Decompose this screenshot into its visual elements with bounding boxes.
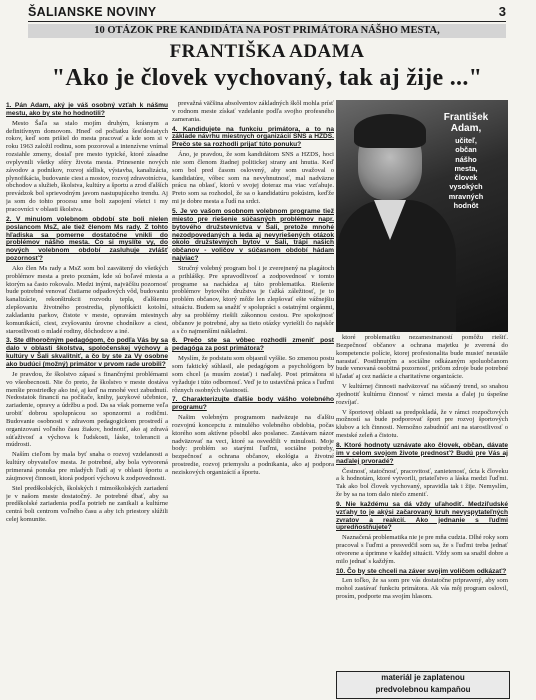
interview-question: 10. Čo by ste chceli na záver svojim voličom odkázať?	[336, 567, 507, 575]
paid-campaign-line-1: materiál je zaplatenou	[381, 673, 465, 682]
interview-answer: Je pravdou, že školstvo zápasí s finančnými problémami vo všeobecnosti. Nie čo preto, že školstvo v meste dostáva menšie prostriedky ako iné, aj keď na mnohé veci zabudnutí. Nedostatok financií na počítače, knihy, jazykové učebnice, zariadenie, opravy a údržbu a pod. Da sa však pomerne veľa urobiť dobrou spoluprácou so sponzormi a rodičmi. Budovanie osobnosti v zdravom pedagogickom prostredí a organizovaní voľného času žiakov, hodnotiť, ako aj zdravá súťaživosť a výchova k ľudskosti, láske, tolerancii a múdrosti.	[6, 370, 168, 449]
interview-question: 9. Nie každému sa dá vždy uľahodiť. Medziľudské vzťahy to je akýsi začarovaný kruh nevyspytateľných zvratov a reakcií. Ako jednanie s ľuďmi upredňostňujete?	[336, 500, 508, 532]
interview-answer: Stručný volebný program bol i je zverejnený na plagátoch a prihlášky. Pre spravodlivosť a zodpovednosť v tomto programe sa nachádza aj táto problematika. Riešenie problémov bytového družstva je ťažká záležitosť, je to problém občanov, ktorý môže len zlepšovať ešte vážnejšiu situáciu. Budem sa snažiť v spolupráci s ostatnými orgánmi, aby sa problémy riešili zákonnou cestou. Pre spokojnosť občanov je potrebné, aby sa tieto otázky vyriešili čo najskôr a s čo najmenšími nákladmi.	[172, 264, 334, 335]
interview-answer: Ako člen Ms rady a MsZ som bol zasvätený do všetkých problémov mesta a preto poznám, kde sú boľavé miesta a ktorým sa často rokovalo. Medzi inými, najväčšiu pozornosť bude potrebné venovať čistiarne odpadových vôd, budovaniu kanalizácie, rekonštrukcii rozvodu tepla, ďalšiemu zlepšovaniu životného prostredia, plynofikácii kotolní, zakladaniu parkov, čistote v meste, opravám miestnych komunikácií, ciest, zvyšovaniu úrovne chodníkov a ciest, starostlivosti o mladé rodiny, dôchodcov a iné.	[6, 264, 168, 335]
interview-answer: Myslím, že podstatu som objasnil vyššie. So zmenou postu som faktický súhlasil, ale pedagógom a psychológom by som chcel (a musím zostať) i naďalej. Post primátora si vyžaduje i túto odbornosť. Veď je to ustavičná práca s ľuďmi rôznych osobných vlastností.	[172, 355, 334, 394]
interview-question: 4. Kandidujete na funkciu primátora, a to na základe návrhu miestnych organizácií SNS a HZDS. Prečo ste sa rozhodli prijať túto ponuku?	[172, 125, 334, 149]
interview-answer: V športovej oblasti sa predpokladá, že v rámci rozpočtových možností sa bude podporovať šport pre rozvoj športových klubov a ich činnosti. Nemožno zabudnúť ani na starostlivosť o mestské zeleň a čistotu.	[336, 408, 508, 440]
caption-line: mravných	[448, 191, 484, 201]
interview-answer: Naším cieľom by mala byť snaha o rozvoj vzdelanosti a kultúry obyvateľov mesta. Je potrebné, aby bola vytvorená primeraná ponuka pre mladých ľudí aj v oblasti športu a záujmovej činnosti, ktorá podporí výchovu k zodpovednosti.	[6, 451, 168, 482]
caption-line: hodnôt	[453, 201, 479, 211]
caption-line: občan	[455, 145, 477, 155]
interview-answer: Len toľko, že sa som pre vás dostatočne pripravený, aby som mohol zastávať funkciu primátora. Ak vás môj program oslovil, prosím, podporte ma svojím hlasom.	[336, 577, 508, 601]
candidate-photo	[336, 100, 508, 332]
photo-figure-hair	[354, 114, 426, 148]
interview-answer: Naznačená problematika nie je pre mňa cudzia. Dlhé roky som pracoval s ľuďmi a presvedčil som sa, že s ľuďmi treba jednať otvorene a úprimne v každej situácii. Vždy som sa snažil dobre a milo jednať s každým.	[336, 534, 508, 565]
article-headline: "Ako je človek vychovaný, tak aj žije ..."	[51, 65, 483, 91]
interview-answer: Čestnosť, statočnosť, pracovitosť, zanietenosť, úcta k človeku a k hodnotám, ktoré vytvorili, priateľstvo a láska medzi ľuďmi. Tak ako bol človek vychovaný, spravidla tak i žije. Nemyslím, že by sa na tom dalo niečo zmeniť.	[336, 467, 508, 499]
article-column-2	[172, 100, 334, 696]
interview-answer: Našim volebným programom nadväzuje na ďalšiu rozvojnú koncepciu z minulého volebného obdobia, počas ktorého som aktívne pôsobil ako poslanec. Zastávam názor nadväzovať na veci, ktoré sa osvedčili v minulosti. Moje body: problém so starými ľuďmi, sociálne potreby, bezpečnosť a ochrana občanov, ekológia a životné prostredie, rozvoj priemyslu a podnikania, ako aj podpora neziskových organizácií a športu.	[172, 414, 334, 476]
caption-line: vysokých	[449, 182, 483, 192]
interview-answer: Áno, je pravdou, že som kandidátom SNS a HZDS, hoci nie som členom žiadnej politickej strany ani hnutia. Keď som bol pred časom oslovený, aby som uvažoval o kandidatúre, vôbec som na nevyhnutnosť, mal nadväzne prácu na oblasť, ktorú v svojej doteraz ma viac vzťahuje. Preto som sa rozhodol, že sa o kandidatúru pokúsim, keďže mi je dobre mesta a ľudí na srdci.	[172, 151, 334, 206]
page-header	[28, 5, 506, 22]
interview-question: 7. Charakterizujte ďalšie body vášho volebného programu?	[172, 396, 334, 412]
paid-campaign-notice	[336, 671, 510, 699]
interview-question: 3. Ste dlhoročným pedagógom, čo podľa Vás by sa dalo v oblasti školstva, spoločenskej výchovy a kultúry v Šali skvalitniť, a čo by ste za Vy osobne ako budúci (možný) primátor v prvom rade urobili?	[6, 337, 168, 368]
article-column-1	[6, 100, 168, 696]
page-number: 3	[498, 4, 506, 19]
interview-answer: V kultúrnej činnosti nadväzovať na súčasný trend, so snahou zjednotiť kultúrnu činnosť v rámci mesta a ďalej ju úspešne rozvíjať.	[336, 383, 508, 406]
paid-campaign-line-2: predvolebnou kampaňou	[375, 685, 471, 694]
caption-name: František Adam,	[443, 112, 489, 134]
caption-description	[428, 136, 504, 210]
interview-answer: prevažná väčšina absolventov základných škôl mohla prísť v rodnom meste získať vzdelanie podľa svojho profesného zamerania.	[172, 100, 334, 123]
newspaper-name: ŠALIANSKE NOVINY	[28, 5, 157, 19]
interview-answer: Mesto Šaľa sa stalo mojím druhým, krásnym a definitívnym domovom. Hneď od počiatku šesťdesiatych rokov, keď som prišiel do mesta pracovať a kde som si v roku 1963 založil rodinu, som pozoroval a intenzívne vnímal rozsiahle zmeny, dosiaľ pre mesto typické, ktoré zásadne ovplyvnili všetky sféry života mesta. Prinesenie nových závodov a podnikov, rozvoj sídlisk, výstavba, kanalizácia, plynofikácia, budovanie ciest a mostov, rozvoj zdravotníctva, obchodov a služieb, školstva, kultúry a športu a zrod ďalších prevádzok bol sprievodným javom nastupujúceho trendu. Aj ja som do tohto procesu sme boli zapojení všetci i my pracovníci v oblasti školstva.	[6, 119, 168, 213]
caption-line: učiteľ,	[455, 136, 477, 145]
interview-question: 2. V minulom volebnom období ste boli nielen poslancom MsZ, ale tiež členom Ms rady. Z tohto hľadiska sa pomerne dostatočne vnikli do problémov nášho mesta. Čo si myslíte vy, do nových volebnom období zasluhuje zvlášť pozornosť?	[6, 215, 168, 263]
article-kicker: 10 OTÁZOK PRE KANDIDÁTA NA POST PRIMÁTORA NÁŠHO MESTA,	[28, 24, 506, 38]
photo-caption	[428, 112, 504, 210]
interview-question: 1. Pán Adam, aký je váš osobný vzťah k nášmu mestu, ako by ste ho hodnotili?	[6, 102, 168, 117]
caption-line: nášho	[455, 154, 477, 164]
candidate-name: FRANTIŠKA ADAMA	[169, 41, 365, 62]
interview-question: 6. Prečo ste sa vôbec rozhodli zmeniť post pedagóga za post primátora?	[172, 337, 334, 353]
interview-answer: ktoré problematiku nezamestnaností pomôžu riešiť. Bezpečnosť občanov a ochrana majetku je zverená do kompetencie polície, ktorej profesionalita bude musieť neustále narastať. Postihnutým a sociálne odkázaným spoluobčanom bude venovaná osobitná pozornosť, pričom zdroje bude potrebné hľadať aj cez nadácie a charitatívne organizácie.	[336, 334, 508, 381]
interview-question: 5. Je vo vašom osobnom volebnom programe tiež miesto pre riešenie súčasných problémov napr. bytového družstevníctva v Šali, pretože mnohé nezodpovedaných a leda aj nevyriešených otázok okolo družstevných bytov v Šali, trápi našich občanov - voličov v súčasnom období hádam najviac?	[172, 207, 334, 263]
interview-answer: Stel predškolských, školských i mimoškolských zariadení je v našom meste dostatočný. Je potrebné dbať, aby sa predškolské zariadenia podľa potrieb ne zanikali a kultúrne centrá boli centrom voľného času a aby ich priestory slúžili celej komunite.	[6, 484, 168, 524]
caption-line: mesta,	[454, 163, 478, 173]
interview-question: 8. Ktoré hodnoty uznávate ako človek, občan, dávate im v celom svojom živote prednosť? Budú pre Vás aj naďalej prvoradé?	[336, 441, 508, 465]
caption-line: človek	[454, 173, 478, 183]
article-column-3	[336, 334, 508, 669]
